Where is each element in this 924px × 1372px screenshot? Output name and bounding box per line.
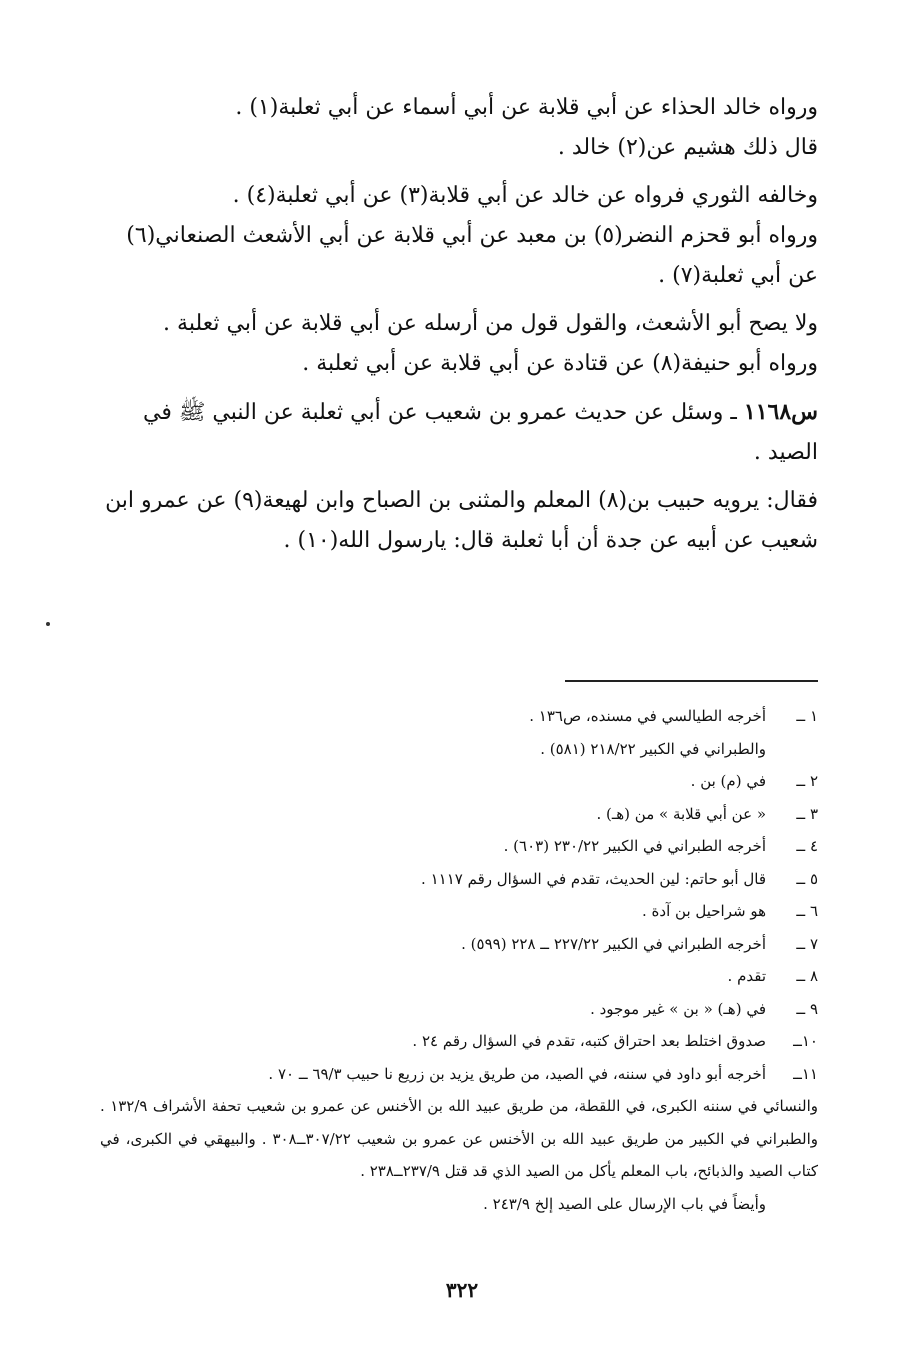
footnote-text: والطبراني في الكبير ٢١٨/٢٢ (٥٨١) . bbox=[540, 739, 766, 758]
footnote-text: في (هـ) « بن » غير موجود . bbox=[590, 999, 766, 1018]
main-text bbox=[100, 88, 818, 561]
footnote-text: قال أبو حاتم: لين الحديث، تقدم في السؤال رقم ١١١٧ . bbox=[421, 869, 766, 888]
footnote-text: في (م) بن . bbox=[690, 772, 766, 790]
footnote-text: أخرجه الطبراني في الكبير ٢٢٧/٢٢ ــ ٢٢٨ (٥٩٩) . bbox=[461, 934, 766, 953]
footnote-text: أخرجه الطيالسي في مسنده، ص١٣٦ . bbox=[529, 707, 766, 725]
footnote-divider bbox=[565, 680, 818, 682]
question-text: ـ وسئل عن حديث عمرو بن شعيب عن أبي ثعلبة عن النبي ﷺ في الصيد . bbox=[143, 400, 818, 465]
footnote-number: ٩ ــ bbox=[796, 999, 818, 1018]
footnote-number: ١٠ــ bbox=[793, 1032, 818, 1050]
footnote bbox=[100, 993, 818, 1026]
footnote-text: « عن أبي قلابة » من (هـ) . bbox=[596, 804, 766, 823]
footnote-number: ٢ ــ bbox=[796, 772, 818, 790]
paragraph: قال ذلك هشيم عن(٢) خالد . bbox=[557, 135, 818, 160]
footnote-text: والنسائي في سننه الكبرى، في اللقطة، من طريق عبيد الله بن الأخنس عن عمرو بن شعيب تحفة الأشراف ١٣٢/٩ . والطبراني في الكبير من طريق عبيد الله بن الأخنس عن عمرو بن شعيب ٣٠٧/٢٢ــ٣٠٨ . والبيهقي في الكبرى، في كتاب الصيد والذبائح، باب المعلم يأكل من الصيد الذي قد قتل ٢٣٧/٩ــ٢٣٨ . bbox=[100, 1097, 818, 1180]
footnote bbox=[100, 928, 818, 961]
footnote-number: ٥ ــ bbox=[796, 869, 818, 888]
footnote bbox=[100, 798, 818, 831]
footnote bbox=[100, 863, 818, 896]
footnotes bbox=[100, 700, 818, 1220]
footnote-number: ٤ ــ bbox=[796, 837, 818, 855]
footnote bbox=[100, 700, 818, 733]
margin-mark bbox=[46, 622, 50, 626]
question-paragraph bbox=[100, 392, 818, 473]
answer-paragraph: فقال: يرويه حبيب بن(٨) المعلم والمثنى بن الصباح وابن لهيعة(٩) عن عمرو ابن شعيب عن أبيه عن جدة أن أبا ثعلبة قال: يارسول الله(١٠) . bbox=[105, 488, 818, 553]
paragraph: ولا يصح أبو الأشعث، والقول قول من أرسله عن أبي قلابة عن أبي ثعلبة . bbox=[163, 311, 818, 336]
paragraph: وخالفه الثوري فرواه عن خالد عن أبي قلابة(٣) عن أبي ثعلبة(٤) . bbox=[232, 183, 818, 208]
footnote-continuation bbox=[100, 1090, 818, 1188]
footnote bbox=[100, 1025, 818, 1058]
footnote-text: وأيضاً في باب الإرسال على الصيد إلخ ٢٤٣/٩ . bbox=[483, 1194, 766, 1213]
page-number: ٣٢٢ bbox=[445, 1278, 479, 1302]
footnote bbox=[100, 895, 818, 928]
paragraph: ورواه أبو قحزم النضر(٥) بن معبد عن أبي قلابة عن أبي الأشعث الصنعاني(٦) عن أبي ثعلبة(٧) . bbox=[126, 223, 818, 288]
footnote-text: صدوق اختلط بعد احتراق كتبه، تقدم في السؤال رقم ٢٤ . bbox=[412, 1032, 766, 1050]
footnote-number: ٦ ــ bbox=[796, 902, 818, 920]
footnote-text: هو شراحيل بن آدة . bbox=[642, 902, 766, 920]
footnote-text: أخرجه أبو داود في سننه، في الصيد، من طريق يزيد بن زريع نا حبيب ٦٩/٣ ــ ٧٠ . bbox=[268, 1064, 766, 1083]
footnote-number: ٨ ــ bbox=[796, 967, 818, 985]
footnote bbox=[100, 830, 818, 863]
footnote-number: ١١ــ bbox=[793, 1064, 818, 1083]
footnote-number: ١ ــ bbox=[796, 707, 818, 725]
paragraph: ورواه أبو حنيفة(٨) عن قتادة عن أبي قلابة عن أبي ثعلبة . bbox=[302, 351, 818, 376]
paragraph: ورواه خالد الحذاء عن أبي قلابة عن أبي أسماء عن أبي ثعلبة(١) . bbox=[235, 95, 818, 120]
footnote-number: ٣ ــ bbox=[796, 804, 818, 823]
footnote bbox=[100, 1058, 818, 1091]
footnote-continuation bbox=[100, 733, 818, 766]
footnote bbox=[100, 765, 818, 798]
footnote bbox=[100, 960, 818, 993]
footnote-text: أخرجه الطبراني في الكبير ٢٣٠/٢٢ (٦٠٣) . bbox=[503, 837, 766, 855]
footnote-text: تقدم . bbox=[727, 967, 766, 985]
question-number: س١١٦٨ bbox=[743, 399, 818, 425]
footnote-number: ٧ ــ bbox=[796, 934, 818, 953]
footnote-continuation bbox=[100, 1188, 818, 1221]
